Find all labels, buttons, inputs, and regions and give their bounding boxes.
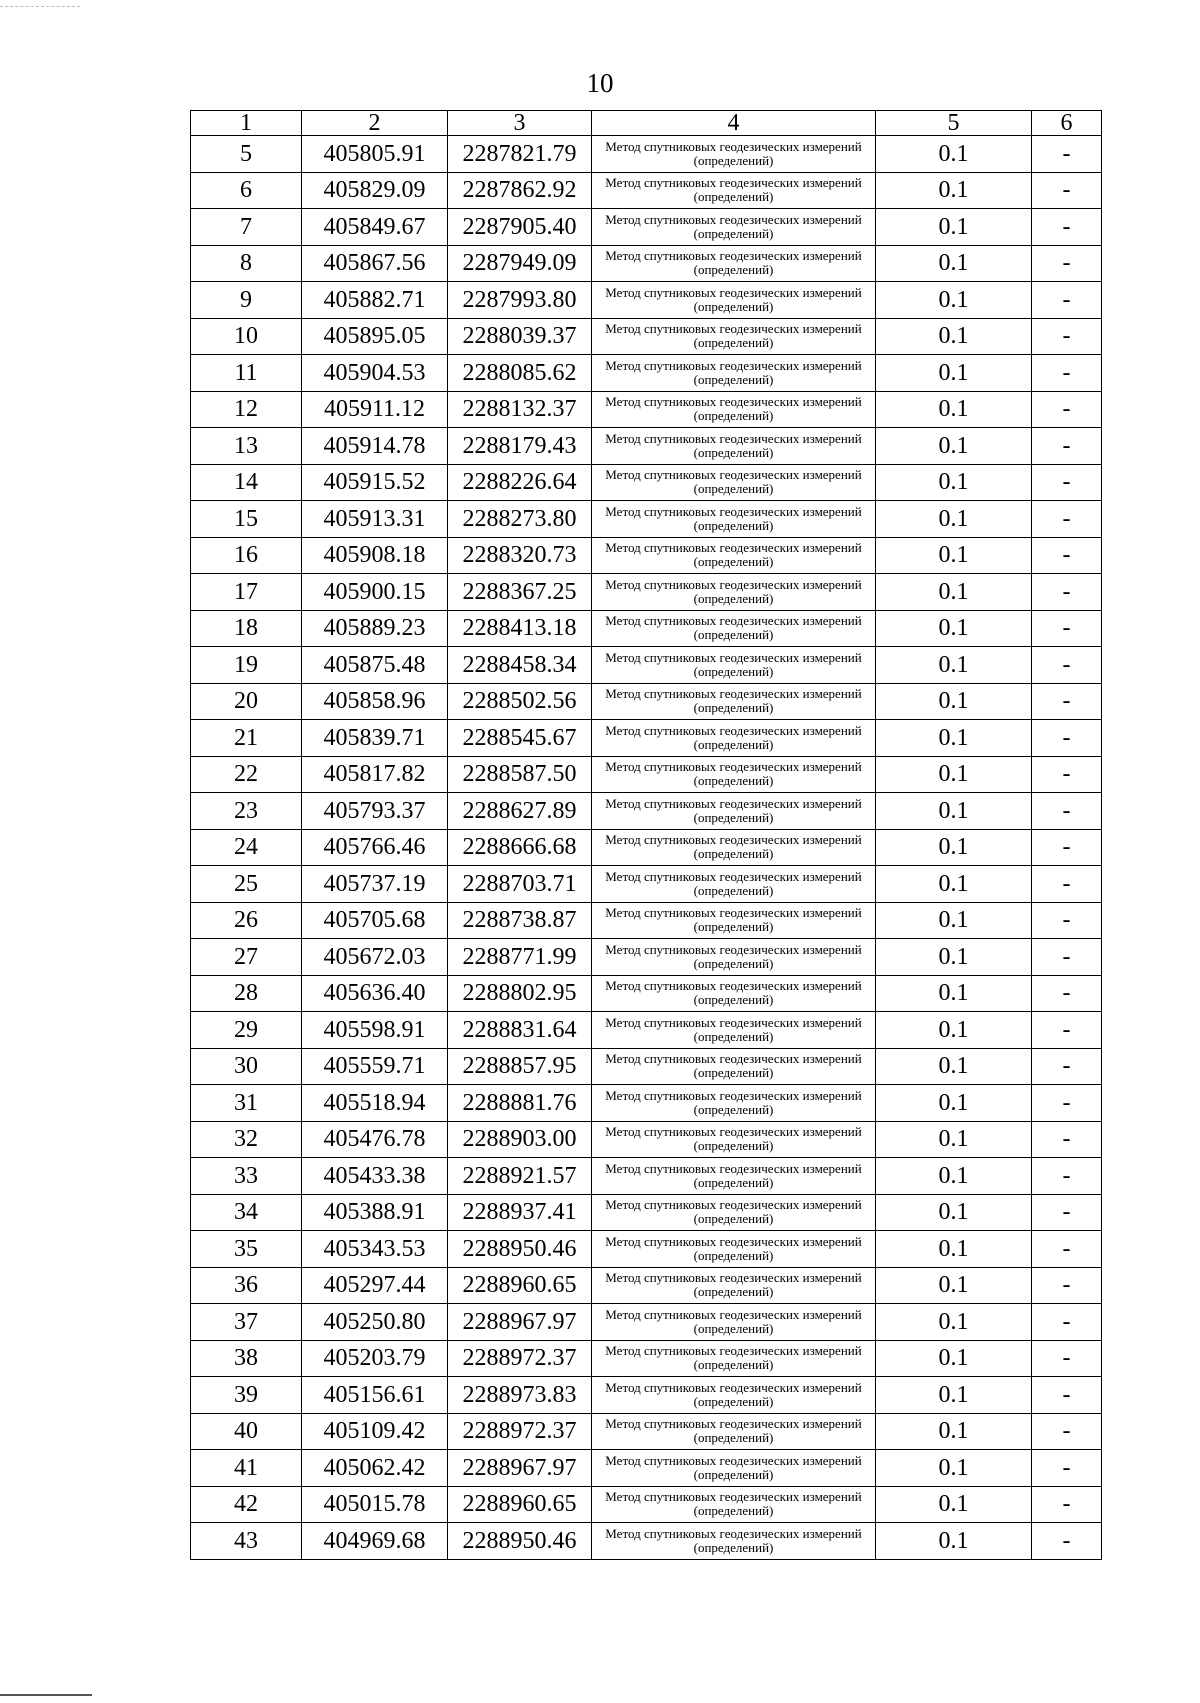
y-coordinate-cell: 2288967.97 <box>448 1450 592 1487</box>
y-coordinate-cell: 2288587.50 <box>448 756 592 793</box>
table-row <box>191 501 1102 538</box>
method-cell: Метод спутниковых геодезических измерений (определений) <box>592 136 876 173</box>
description-cell: - <box>1032 1304 1102 1341</box>
method-cell: Метод спутниковых геодезических измерений (определений) <box>592 172 876 209</box>
x-coordinate-cell: 405911.12 <box>302 391 448 428</box>
point-number-cell: 24 <box>191 829 302 866</box>
column-header-4: 4 <box>592 111 876 136</box>
point-number-cell: 26 <box>191 902 302 939</box>
y-coordinate-cell: 2287862.92 <box>448 172 592 209</box>
point-number-cell: 16 <box>191 537 302 574</box>
method-cell: Метод спутниковых геодезических измерений (определений) <box>592 1267 876 1304</box>
table-body <box>191 136 1102 1560</box>
description-cell: - <box>1032 574 1102 611</box>
accuracy-cell: 0.1 <box>876 428 1032 465</box>
scan-artifact-line <box>0 6 80 7</box>
table-row <box>191 829 1102 866</box>
accuracy-cell: 0.1 <box>876 975 1032 1012</box>
table-row <box>191 355 1102 392</box>
x-coordinate-cell: 405895.05 <box>302 318 448 355</box>
y-coordinate-cell: 2288857.95 <box>448 1048 592 1085</box>
description-cell: - <box>1032 1158 1102 1195</box>
point-number-cell: 29 <box>191 1012 302 1049</box>
accuracy-cell: 0.1 <box>876 1085 1032 1122</box>
y-coordinate-cell: 2288831.64 <box>448 1012 592 1049</box>
point-number-cell: 10 <box>191 318 302 355</box>
point-number-cell: 15 <box>191 501 302 538</box>
table-row <box>191 282 1102 319</box>
footer-rule <box>0 1694 92 1696</box>
method-cell: Метод спутниковых геодезических измерений (определений) <box>592 720 876 757</box>
accuracy-cell: 0.1 <box>876 756 1032 793</box>
y-coordinate-cell: 2288967.97 <box>448 1304 592 1341</box>
table-row <box>191 1340 1102 1377</box>
accuracy-cell: 0.1 <box>876 1450 1032 1487</box>
y-coordinate-cell: 2287821.79 <box>448 136 592 173</box>
method-cell: Метод спутниковых геодезических измерений (определений) <box>592 501 876 538</box>
method-cell: Метод спутниковых геодезических измерений (определений) <box>592 1304 876 1341</box>
description-cell: - <box>1032 1194 1102 1231</box>
description-cell: - <box>1032 501 1102 538</box>
point-number-cell: 8 <box>191 245 302 282</box>
table-row <box>191 245 1102 282</box>
y-coordinate-cell: 2288802.95 <box>448 975 592 1012</box>
coordinates-table <box>190 110 1102 1560</box>
accuracy-cell: 0.1 <box>876 1121 1032 1158</box>
x-coordinate-cell: 405062.42 <box>302 1450 448 1487</box>
x-coordinate-cell: 405913.31 <box>302 501 448 538</box>
accuracy-cell: 0.1 <box>876 136 1032 173</box>
x-coordinate-cell: 405915.52 <box>302 464 448 501</box>
point-number-cell: 14 <box>191 464 302 501</box>
x-coordinate-cell: 405766.46 <box>302 829 448 866</box>
y-coordinate-cell: 2288703.71 <box>448 866 592 903</box>
y-coordinate-cell: 2288132.37 <box>448 391 592 428</box>
accuracy-cell: 0.1 <box>876 1377 1032 1414</box>
accuracy-cell: 0.1 <box>876 902 1032 939</box>
column-header-6: 6 <box>1032 111 1102 136</box>
accuracy-cell: 0.1 <box>876 1048 1032 1085</box>
column-header-2: 2 <box>302 111 448 136</box>
y-coordinate-cell: 2288666.68 <box>448 829 592 866</box>
method-cell: Метод спутниковых геодезических измерений (определений) <box>592 756 876 793</box>
point-number-cell: 5 <box>191 136 302 173</box>
method-cell: Метод спутниковых геодезических измерений (определений) <box>592 1377 876 1414</box>
description-cell: - <box>1032 1121 1102 1158</box>
table-row <box>191 1267 1102 1304</box>
column-header-1: 1 <box>191 111 302 136</box>
point-number-cell: 19 <box>191 647 302 684</box>
accuracy-cell: 0.1 <box>876 647 1032 684</box>
y-coordinate-cell: 2288085.62 <box>448 355 592 392</box>
table-row <box>191 1486 1102 1523</box>
method-cell: Метод спутниковых геодезических измерений (определений) <box>592 574 876 611</box>
accuracy-cell: 0.1 <box>876 1340 1032 1377</box>
x-coordinate-cell: 405839.71 <box>302 720 448 757</box>
accuracy-cell: 0.1 <box>876 683 1032 720</box>
table-row <box>191 1121 1102 1158</box>
method-cell: Метод спутниковых геодезических измерений (определений) <box>592 902 876 939</box>
table-row <box>191 683 1102 720</box>
y-coordinate-cell: 2288502.56 <box>448 683 592 720</box>
table-row <box>191 610 1102 647</box>
accuracy-cell: 0.1 <box>876 537 1032 574</box>
point-number-cell: 7 <box>191 209 302 246</box>
description-cell: - <box>1032 209 1102 246</box>
x-coordinate-cell: 405297.44 <box>302 1267 448 1304</box>
x-coordinate-cell: 405015.78 <box>302 1486 448 1523</box>
method-cell: Метод спутниковых геодезических измерений (определений) <box>592 1450 876 1487</box>
y-coordinate-cell: 2288627.89 <box>448 793 592 830</box>
method-cell: Метод спутниковых геодезических измерений (определений) <box>592 939 876 976</box>
table-row <box>191 866 1102 903</box>
description-cell: - <box>1032 902 1102 939</box>
y-coordinate-cell: 2288950.46 <box>448 1231 592 1268</box>
accuracy-cell: 0.1 <box>876 1194 1032 1231</box>
description-cell: - <box>1032 245 1102 282</box>
point-number-cell: 38 <box>191 1340 302 1377</box>
description-cell: - <box>1032 1450 1102 1487</box>
x-coordinate-cell: 405109.42 <box>302 1413 448 1450</box>
method-cell: Метод спутниковых геодезических измерений (определений) <box>592 683 876 720</box>
description-cell: - <box>1032 829 1102 866</box>
description-cell: - <box>1032 720 1102 757</box>
method-cell: Метод спутниковых геодезических измерений (определений) <box>592 829 876 866</box>
x-coordinate-cell: 405156.61 <box>302 1377 448 1414</box>
y-coordinate-cell: 2288972.37 <box>448 1413 592 1450</box>
method-cell: Метод спутниковых геодезических измерений (определений) <box>592 1413 876 1450</box>
method-cell: Метод спутниковых геодезических измерений (определений) <box>592 282 876 319</box>
table-row <box>191 574 1102 611</box>
description-cell: - <box>1032 866 1102 903</box>
point-number-cell: 17 <box>191 574 302 611</box>
x-coordinate-cell: 405805.91 <box>302 136 448 173</box>
description-cell: - <box>1032 610 1102 647</box>
point-number-cell: 25 <box>191 866 302 903</box>
y-coordinate-cell: 2288972.37 <box>448 1340 592 1377</box>
table-row <box>191 391 1102 428</box>
method-cell: Метод спутниковых геодезических измерений (определений) <box>592 1194 876 1231</box>
x-coordinate-cell: 405598.91 <box>302 1012 448 1049</box>
column-header-5: 5 <box>876 111 1032 136</box>
accuracy-cell: 0.1 <box>876 1158 1032 1195</box>
table-row <box>191 537 1102 574</box>
accuracy-cell: 0.1 <box>876 829 1032 866</box>
method-cell: Метод спутниковых геодезических измерений (определений) <box>592 318 876 355</box>
x-coordinate-cell: 405829.09 <box>302 172 448 209</box>
description-cell: - <box>1032 1413 1102 1450</box>
description-cell: - <box>1032 939 1102 976</box>
method-cell: Метод спутниковых геодезических измерений (определений) <box>592 209 876 246</box>
accuracy-cell: 0.1 <box>876 464 1032 501</box>
accuracy-cell: 0.1 <box>876 1486 1032 1523</box>
x-coordinate-cell: 405476.78 <box>302 1121 448 1158</box>
point-number-cell: 36 <box>191 1267 302 1304</box>
table-row <box>191 975 1102 1012</box>
accuracy-cell: 0.1 <box>876 1267 1032 1304</box>
accuracy-cell: 0.1 <box>876 574 1032 611</box>
table-row <box>191 1523 1102 1560</box>
point-number-cell: 37 <box>191 1304 302 1341</box>
x-coordinate-cell: 405559.71 <box>302 1048 448 1085</box>
table-row <box>191 793 1102 830</box>
method-cell: Метод спутниковых геодезических измерений (определений) <box>592 1523 876 1560</box>
y-coordinate-cell: 2288545.67 <box>448 720 592 757</box>
accuracy-cell: 0.1 <box>876 501 1032 538</box>
method-cell: Метод спутниковых геодезических измерений (определений) <box>592 1121 876 1158</box>
description-cell: - <box>1032 318 1102 355</box>
x-coordinate-cell: 405908.18 <box>302 537 448 574</box>
x-coordinate-cell: 405705.68 <box>302 902 448 939</box>
table-row <box>191 939 1102 976</box>
x-coordinate-cell: 405914.78 <box>302 428 448 465</box>
point-number-cell: 13 <box>191 428 302 465</box>
description-cell: - <box>1032 1267 1102 1304</box>
accuracy-cell: 0.1 <box>876 391 1032 428</box>
x-coordinate-cell: 405343.53 <box>302 1231 448 1268</box>
page-number: 10 <box>586 68 614 98</box>
description-cell: - <box>1032 683 1102 720</box>
table-row <box>191 464 1102 501</box>
description-cell: - <box>1032 428 1102 465</box>
description-cell: - <box>1032 172 1102 209</box>
accuracy-cell: 0.1 <box>876 172 1032 209</box>
accuracy-cell: 0.1 <box>876 720 1032 757</box>
table-row <box>191 318 1102 355</box>
accuracy-cell: 0.1 <box>876 793 1032 830</box>
accuracy-cell: 0.1 <box>876 1413 1032 1450</box>
method-cell: Метод спутниковых геодезических измерений (определений) <box>592 464 876 501</box>
method-cell: Метод спутниковых геодезических измерений (определений) <box>592 1486 876 1523</box>
x-coordinate-cell: 405793.37 <box>302 793 448 830</box>
description-cell: - <box>1032 1048 1102 1085</box>
accuracy-cell: 0.1 <box>876 1231 1032 1268</box>
method-cell: Метод спутниковых геодезических измерений (определений) <box>592 1085 876 1122</box>
table-row <box>191 1194 1102 1231</box>
accuracy-cell: 0.1 <box>876 610 1032 647</box>
point-number-cell: 11 <box>191 355 302 392</box>
x-coordinate-cell: 405849.67 <box>302 209 448 246</box>
method-cell: Метод спутниковых геодезических измерений (определений) <box>592 1158 876 1195</box>
accuracy-cell: 0.1 <box>876 1012 1032 1049</box>
x-coordinate-cell: 405388.91 <box>302 1194 448 1231</box>
method-cell: Метод спутниковых геодезических измерений (определений) <box>592 391 876 428</box>
y-coordinate-cell: 2287993.80 <box>448 282 592 319</box>
table-row <box>191 136 1102 173</box>
description-cell: - <box>1032 136 1102 173</box>
accuracy-cell: 0.1 <box>876 245 1032 282</box>
point-number-cell: 40 <box>191 1413 302 1450</box>
y-coordinate-cell: 2288179.43 <box>448 428 592 465</box>
description-cell: - <box>1032 647 1102 684</box>
point-number-cell: 39 <box>191 1377 302 1414</box>
y-coordinate-cell: 2288973.83 <box>448 1377 592 1414</box>
description-cell: - <box>1032 464 1102 501</box>
y-coordinate-cell: 2288921.57 <box>448 1158 592 1195</box>
table-row <box>191 756 1102 793</box>
y-coordinate-cell: 2287905.40 <box>448 209 592 246</box>
accuracy-cell: 0.1 <box>876 209 1032 246</box>
table-header-row <box>191 111 1102 136</box>
table-row <box>191 720 1102 757</box>
table-row <box>191 172 1102 209</box>
accuracy-cell: 0.1 <box>876 1304 1032 1341</box>
x-coordinate-cell: 404969.68 <box>302 1523 448 1560</box>
accuracy-cell: 0.1 <box>876 318 1032 355</box>
description-cell: - <box>1032 1231 1102 1268</box>
point-number-cell: 41 <box>191 1450 302 1487</box>
table-row <box>191 902 1102 939</box>
point-number-cell: 21 <box>191 720 302 757</box>
point-number-cell: 33 <box>191 1158 302 1195</box>
y-coordinate-cell: 2288960.65 <box>448 1267 592 1304</box>
method-cell: Метод спутниковых геодезических измерений (определений) <box>592 866 876 903</box>
method-cell: Метод спутниковых геодезических измерений (определений) <box>592 610 876 647</box>
x-coordinate-cell: 405889.23 <box>302 610 448 647</box>
point-number-cell: 35 <box>191 1231 302 1268</box>
x-coordinate-cell: 405636.40 <box>302 975 448 1012</box>
point-number-cell: 12 <box>191 391 302 428</box>
point-number-cell: 34 <box>191 1194 302 1231</box>
description-cell: - <box>1032 1340 1102 1377</box>
method-cell: Метод спутниковых геодезических измерений (определений) <box>592 975 876 1012</box>
description-cell: - <box>1032 1486 1102 1523</box>
accuracy-cell: 0.1 <box>876 355 1032 392</box>
y-coordinate-cell: 2288950.46 <box>448 1523 592 1560</box>
description-cell: - <box>1032 537 1102 574</box>
y-coordinate-cell: 2288367.25 <box>448 574 592 611</box>
method-cell: Метод спутниковых геодезических измерений (определений) <box>592 1340 876 1377</box>
description-cell: - <box>1032 391 1102 428</box>
x-coordinate-cell: 405203.79 <box>302 1340 448 1377</box>
table-row <box>191 1304 1102 1341</box>
y-coordinate-cell: 2288881.76 <box>448 1085 592 1122</box>
point-number-cell: 31 <box>191 1085 302 1122</box>
point-number-cell: 18 <box>191 610 302 647</box>
method-cell: Метод спутниковых геодезических измерений (определений) <box>592 793 876 830</box>
table-row <box>191 1158 1102 1195</box>
x-coordinate-cell: 405433.38 <box>302 1158 448 1195</box>
point-number-cell: 30 <box>191 1048 302 1085</box>
y-coordinate-cell: 2288039.37 <box>448 318 592 355</box>
table-row <box>191 209 1102 246</box>
x-coordinate-cell: 405904.53 <box>302 355 448 392</box>
table-row <box>191 647 1102 684</box>
method-cell: Метод спутниковых геодезических измерений (определений) <box>592 1048 876 1085</box>
description-cell: - <box>1032 282 1102 319</box>
y-coordinate-cell: 2287949.09 <box>448 245 592 282</box>
method-cell: Метод спутниковых геодезических измерений (определений) <box>592 537 876 574</box>
table-row <box>191 1048 1102 1085</box>
table-row <box>191 1085 1102 1122</box>
y-coordinate-cell: 2288771.99 <box>448 939 592 976</box>
table-row <box>191 1413 1102 1450</box>
table-row <box>191 1450 1102 1487</box>
point-number-cell: 42 <box>191 1486 302 1523</box>
x-coordinate-cell: 405875.48 <box>302 647 448 684</box>
y-coordinate-cell: 2288413.18 <box>448 610 592 647</box>
x-coordinate-cell: 405900.15 <box>302 574 448 611</box>
y-coordinate-cell: 2288458.34 <box>448 647 592 684</box>
x-coordinate-cell: 405518.94 <box>302 1085 448 1122</box>
point-number-cell: 22 <box>191 756 302 793</box>
y-coordinate-cell: 2288903.00 <box>448 1121 592 1158</box>
description-cell: - <box>1032 975 1102 1012</box>
description-cell: - <box>1032 1523 1102 1560</box>
y-coordinate-cell: 2288320.73 <box>448 537 592 574</box>
method-cell: Метод спутниковых геодезических измерений (определений) <box>592 1012 876 1049</box>
x-coordinate-cell: 405737.19 <box>302 866 448 903</box>
description-cell: - <box>1032 1012 1102 1049</box>
x-coordinate-cell: 405858.96 <box>302 683 448 720</box>
description-cell: - <box>1032 1085 1102 1122</box>
y-coordinate-cell: 2288738.87 <box>448 902 592 939</box>
method-cell: Метод спутниковых геодезических измерений (определений) <box>592 355 876 392</box>
table-row <box>191 428 1102 465</box>
method-cell: Метод спутниковых геодезических измерений (определений) <box>592 245 876 282</box>
description-cell: - <box>1032 1377 1102 1414</box>
point-number-cell: 43 <box>191 1523 302 1560</box>
description-cell: - <box>1032 756 1102 793</box>
point-number-cell: 28 <box>191 975 302 1012</box>
y-coordinate-cell: 2288937.41 <box>448 1194 592 1231</box>
y-coordinate-cell: 2288960.65 <box>448 1486 592 1523</box>
x-coordinate-cell: 405250.80 <box>302 1304 448 1341</box>
method-cell: Метод спутниковых геодезических измерений (определений) <box>592 428 876 465</box>
accuracy-cell: 0.1 <box>876 1523 1032 1560</box>
y-coordinate-cell: 2288226.64 <box>448 464 592 501</box>
x-coordinate-cell: 405867.56 <box>302 245 448 282</box>
x-coordinate-cell: 405882.71 <box>302 282 448 319</box>
y-coordinate-cell: 2288273.80 <box>448 501 592 538</box>
description-cell: - <box>1032 355 1102 392</box>
accuracy-cell: 0.1 <box>876 282 1032 319</box>
point-number-cell: 23 <box>191 793 302 830</box>
point-number-cell: 6 <box>191 172 302 209</box>
point-number-cell: 9 <box>191 282 302 319</box>
method-cell: Метод спутниковых геодезических измерений (определений) <box>592 1231 876 1268</box>
table-row <box>191 1012 1102 1049</box>
method-cell: Метод спутниковых геодезических измерений (определений) <box>592 647 876 684</box>
point-number-cell: 27 <box>191 939 302 976</box>
accuracy-cell: 0.1 <box>876 866 1032 903</box>
accuracy-cell: 0.1 <box>876 939 1032 976</box>
point-number-cell: 20 <box>191 683 302 720</box>
table-row <box>191 1231 1102 1268</box>
x-coordinate-cell: 405672.03 <box>302 939 448 976</box>
column-header-3: 3 <box>448 111 592 136</box>
table-row <box>191 1377 1102 1414</box>
point-number-cell: 32 <box>191 1121 302 1158</box>
x-coordinate-cell: 405817.82 <box>302 756 448 793</box>
description-cell: - <box>1032 793 1102 830</box>
